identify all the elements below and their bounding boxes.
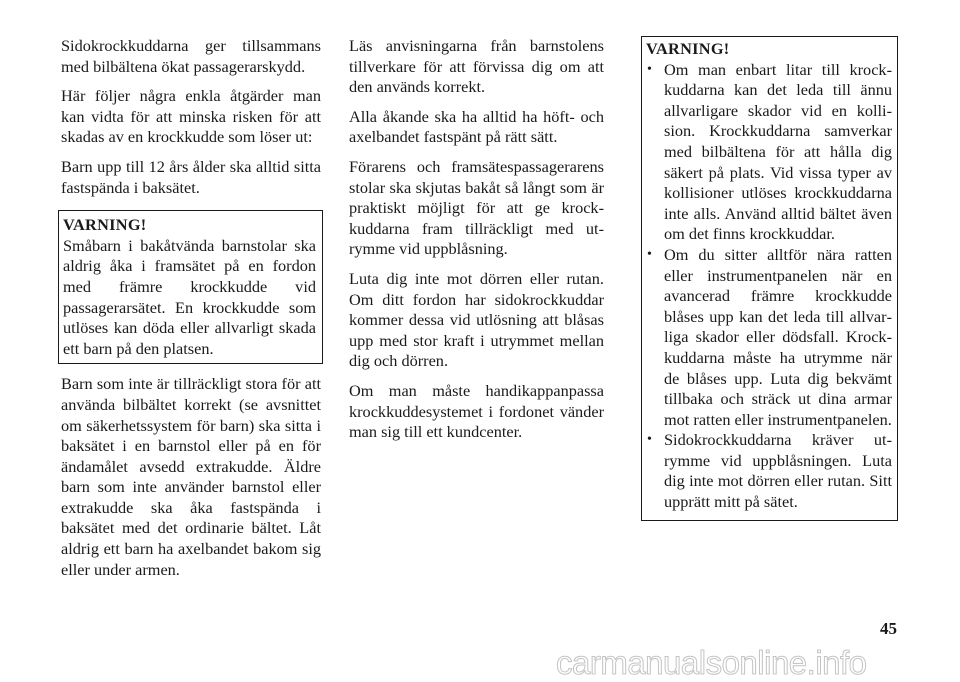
paragraph: Förarens och framsätespassagerarens stolar ska skjutas bakåt så långt som är praktiskt möjligt för att ge krockkuddarna fram tillräckligt med utrymme vid uppblåsning. [349, 156, 604, 259]
paragraph: Barn som inte är tillräckligt stora för att använda bilbältet korrekt (se avsnittet om säkerhetssystem för barn) ska sitta i baksätet i en barnstol eller på en för ändamålet avsedd extrakudde. Äldre barn som inte använder barnstol eller extrakudde ska åka fastspända i baksätet med det ordinarie bältet. Låt aldrig ett barn ha axelbandet bakom sig eller under armen. [61, 374, 321, 579]
right-column [641, 36, 898, 531]
bullet-icon: • [647, 61, 652, 77]
paragraph: Luta dig inte mot dörren eller rutan. Om ditt fordon har sidokrockkuddar kommer dessa vid utlösning att blåsas upp med stor kraft i utrymmet mellan dig och dörren. [349, 268, 604, 371]
bullet-icon: • [647, 246, 652, 262]
warning-list-item [646, 430, 892, 512]
warning-box [58, 210, 323, 364]
paragraph: Här följer några enkla åtgärder man kan vidta för att minska risken för att skadas av en krockkudde som löser ut: [61, 86, 321, 147]
bullet-icon: • [647, 432, 652, 448]
warning-item-text: Om du sitter alltför nära ratten eller instrumentpanelen när en avancerad främre krockkudde blåses upp kan det leda till allvarliga skador eller dödsfall. Krockkuddarna måste ha utrymme när de blåses upp. Luta dig bekvämt tillbaka och sträck ut dina armar mot ratten eller instrumentpanelen. [664, 244, 892, 429]
middle-column [349, 36, 604, 452]
warning-item-text: Sidokrockkuddarna kräver utrymme vid uppblåsningen. Luta dig inte mot dörren eller rutan. Sitt upprätt mitt på sätet. [664, 430, 892, 512]
warning-list-item [646, 60, 892, 245]
paragraph: Alla åkande ska ha alltid ha höft- och axelbandet fastspänt på rätt sätt. [349, 106, 604, 147]
warning-item-text: Om man enbart litar till krockkuddarna kan det leda till ännu allvarligare skador vid en kollision. Krockkuddarna samverkar med bilbältena för att hålla dig säkert på plats. Vid vissa typer av kollisioner utlöses krockkuddarna inte alls. Använd alltid bältet även om det finns krockkuddar. [664, 59, 892, 244]
warning-list-item [646, 245, 892, 430]
warning-text: Småbarn i bakåtvända barnstolar ska aldrig åka i framsätet på en fordon med främre krockkudde vid passagerarsätet. En krockkudde som utlöses kan döda eller allvarligt skada ett barn på den platsen. [63, 235, 316, 358]
warning-list [646, 60, 892, 513]
warning-box [641, 36, 898, 521]
warning-title: VARNING! [646, 39, 730, 58]
paragraph: Barn upp till 12 års ålder ska alltid sitta fastspända i baksätet. [61, 156, 321, 197]
watermark: carmanualsonline.info [556, 644, 867, 681]
paragraph: Läs anvisningarna från barnstolens tillverkare för att förvissa dig om att den används korrekt. [349, 36, 604, 97]
paragraph: Sidokrockkuddarna ger tillsammans med bilbältena ökat passagerarskydd. [61, 36, 321, 76]
page-number: 45 [880, 619, 897, 638]
left-column [61, 36, 321, 589]
paragraph: Om man måste handikappanpassa krockkuddesystemet i fordonet vänder man sig till ett kundcenter. [349, 380, 604, 442]
warning-title: VARNING! [63, 215, 147, 235]
